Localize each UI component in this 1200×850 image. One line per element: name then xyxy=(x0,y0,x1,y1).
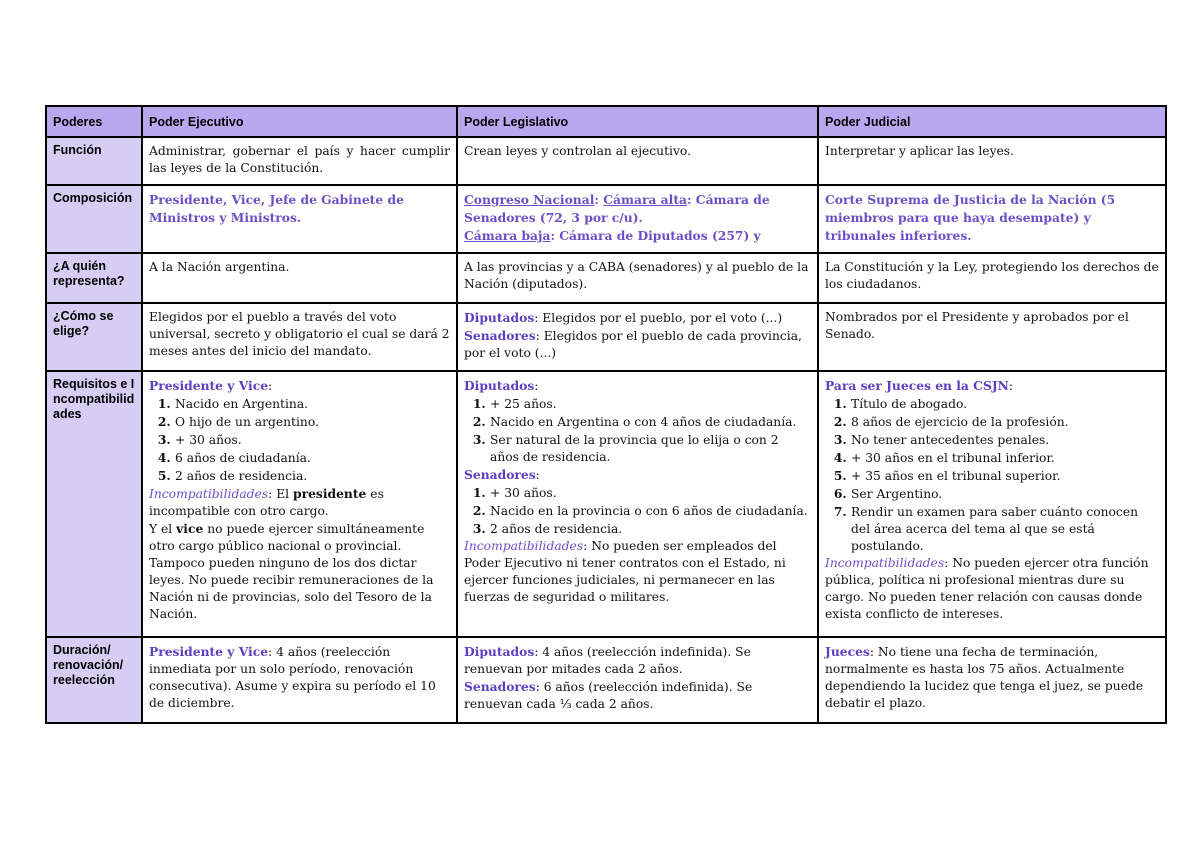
jueces-csjn-title: Para ser Jueces en la CSJN xyxy=(825,378,1009,393)
diputados-text: : 4 años (reelección indefinida). Se renuevan por mitades cada 2 años. xyxy=(464,645,751,676)
text: no puede ejercer simultáneamente otro cargo público nacional o provincial. xyxy=(149,522,425,553)
list-item: 3. No tener antecedentes penales. xyxy=(851,431,1159,449)
list-item: 1. + 25 años. xyxy=(490,395,811,413)
cell-duracion-ejecutivo xyxy=(142,637,457,723)
cell-funcion-legislativo: Crean leyes y controlan al ejecutivo. xyxy=(457,137,818,185)
incompatibilidades-label: Incompatibilidades xyxy=(149,487,269,501)
diputados-label: Diputados xyxy=(464,310,535,325)
list-item: 2. O hijo de un argentino. xyxy=(175,413,450,431)
senadores-label: Senadores xyxy=(464,328,536,343)
camara-baja-label: Cámara baja xyxy=(464,228,551,243)
composicion-judicial-text: Corte Suprema de Justicia de la Nación (5 miembros para que haya desempate) y tribunales inferiores. xyxy=(825,192,1116,243)
list-item: 2. Nacido en la provincia o con 6 años de ciudadanía. xyxy=(490,502,811,520)
senadores-title: Senadores xyxy=(464,467,536,482)
list-item: 3. Ser natural de la provincia que lo elija o con 2 años de residencia. xyxy=(490,431,811,466)
cell-funcion-judicial: Interpretar y aplicar las leyes. xyxy=(818,137,1166,185)
incompatibilidades-text: Tampoco pueden ninguno de los dos dictar leyes. No puede recibir remuneraciones de la Nación ni de provincias, solo del Tesoro de la Nación. xyxy=(149,556,434,621)
cell-elige-judicial: Nombrados por el Presidente y aprobados por el Senado. xyxy=(818,303,1166,371)
list-item: 2. 8 años de ejercicio de la profesión. xyxy=(851,413,1159,431)
list-item: 3. 2 años de residencia. xyxy=(490,520,811,538)
row-representa xyxy=(46,253,1166,303)
cell-composicion-ejecutivo xyxy=(142,185,457,253)
senadores-text: : Elegidos por el pueblo de cada provincia, por el voto (...) xyxy=(464,329,802,360)
text: vice xyxy=(176,521,204,536)
text: : El xyxy=(268,487,294,501)
congreso-nacional-label: Congreso Nacional xyxy=(464,192,595,207)
row-label-composicion: Composición xyxy=(46,185,142,253)
cell-requisitos-judicial xyxy=(818,371,1166,637)
row-funcion xyxy=(46,137,1166,185)
senadores-label: Senadores xyxy=(464,679,536,694)
list-item: 3. + 30 años. xyxy=(175,431,450,449)
incompatibilidades-label: Incompatibilidades xyxy=(464,539,584,553)
row-label-duracion: Duración/ renovación/ reelección xyxy=(46,637,142,723)
colon: : xyxy=(535,468,540,482)
presidente-vice-title: Presidente y Vice xyxy=(149,378,269,393)
cell-duracion-judicial xyxy=(818,637,1166,723)
requisitos-diputados-list xyxy=(464,395,811,466)
incompatibilidades-label: Incompatibilidades xyxy=(825,556,945,570)
incompatibilidades-text: : No pueden ejercer otra función pública, política ni profesional mientras dure su cargo. No pueden tener relación con causas donde exista conflicto de intereses. xyxy=(825,556,1149,621)
list-item: 1. + 30 años. xyxy=(490,484,811,502)
row-duracion xyxy=(46,637,1166,723)
cell-funcion-ejecutivo: Administrar, gobernar el país y hacer cumplir las leyes de la Constitución. xyxy=(142,137,457,185)
list-item: 5. 2 años de residencia. xyxy=(175,467,450,485)
list-item: 1. Nacido en Argentina. xyxy=(175,395,450,413)
requisitos-judicial-list xyxy=(825,395,1159,555)
cell-elige-ejecutivo: Elegidos por el pueblo a través del voto universal, secreto y obligatorio el cual se dará 2 meses antes del inicio del mandato. xyxy=(142,303,457,371)
row-composicion xyxy=(46,185,1166,253)
row-label-funcion: Función xyxy=(46,137,142,185)
presidente-vice-label: Presidente y Vice xyxy=(149,644,269,659)
requisitos-ejecutivo-list xyxy=(149,395,450,485)
cell-requisitos-ejecutivo xyxy=(142,371,457,637)
list-item: 2. Nacido en Argentina o con 4 años de ciudadanía. xyxy=(490,413,811,431)
header-row xyxy=(46,106,1166,137)
header-ejecutivo: Poder Ejecutivo xyxy=(142,106,457,137)
diputados-title: Diputados xyxy=(464,378,535,393)
text: Y el xyxy=(149,522,177,536)
camara-baja-text: : Cámara de Diputados (257) y xyxy=(550,228,761,243)
jueces-label: Jueces xyxy=(825,644,870,659)
camara-alta-text: : Cámara de Senadores (72, 3 por c/u). xyxy=(464,192,770,225)
duracion-judicial-text: : No tiene una fecha de terminación, normalmente es hasta los 75 años. Actualmente dependiendo la lucidez que tenga el juez, se puede debatir el plazo. xyxy=(825,645,1144,710)
diputados-text: : Elegidos por el pueblo, por el voto (...) xyxy=(534,311,783,325)
row-label-representa: ¿A quién representa? xyxy=(46,253,142,303)
row-elige xyxy=(46,303,1166,371)
requisitos-senadores-list xyxy=(464,484,811,538)
list-item: 5. + 35 años en el tribunal superior. xyxy=(851,467,1159,485)
list-item: 4. 6 años de ciudadanía. xyxy=(175,449,450,467)
cell-representa-legislativo: A las provincias y a CABA (senadores) y al pueblo de la Nación (diputados). xyxy=(457,253,818,303)
colon: : xyxy=(268,379,273,393)
colon: : xyxy=(1008,379,1014,393)
senadores-text: : 6 años (reelección indefinida). Se renuevan cada ⅓ cada 2 años. xyxy=(464,680,753,711)
header-poderes: Poderes xyxy=(46,106,142,137)
header-legislativo: Poder Legislativo xyxy=(457,106,818,137)
list-item: 4. + 30 años en el tribunal inferior. xyxy=(851,449,1159,467)
cell-representa-ejecutivo: A la Nación argentina. xyxy=(142,253,457,303)
incompatibilidades-text: : No pueden ser empleados del Poder Ejecutivo ni tener contratos con el Estado, ni ejercer funciones judiciales, ni permanecer en las fuerzas de seguridad o militares. xyxy=(464,539,786,604)
cell-composicion-legislativo xyxy=(457,185,818,253)
powers-table xyxy=(45,105,1167,724)
text: presidente xyxy=(293,486,367,501)
composicion-sep: : xyxy=(594,192,604,207)
row-requisitos xyxy=(46,371,1166,637)
diputados-label: Diputados xyxy=(464,644,535,659)
row-label-requisitos: Requisitos e Incompatibilidades xyxy=(46,371,142,637)
cell-representa-judicial: La Constitución y la Ley, protegiendo los derechos de los ciudadanos. xyxy=(818,253,1166,303)
duracion-ejecutivo-text: : 4 años (reelección inmediata por un solo período, renovación consecutiva). Asume y expira su período el 10 de diciembre. xyxy=(149,645,436,710)
cell-elige-legislativo xyxy=(457,303,818,371)
header-judicial: Poder Judicial xyxy=(818,106,1166,137)
cell-composicion-judicial xyxy=(818,185,1166,253)
text: es incompatible con otro cargo. xyxy=(149,487,384,518)
colon: : xyxy=(534,379,539,393)
composicion-ejecutivo-text: Presidente, Vice, Jefe de Gabinete de Ministros y Ministros. xyxy=(149,192,404,225)
camara-alta-label: Cámara alta xyxy=(603,192,687,207)
row-label-elige: ¿Cómo se elige? xyxy=(46,303,142,371)
list-item: 1. Título de abogado. xyxy=(851,395,1159,413)
cell-requisitos-legislativo xyxy=(457,371,818,637)
list-item: 6. Ser Argentino. xyxy=(851,485,1159,503)
list-item: 7. Rendir un examen para saber cuánto conocen del área acerca del tema al que se está postulando. xyxy=(851,503,1159,555)
cell-duracion-legislativo xyxy=(457,637,818,723)
